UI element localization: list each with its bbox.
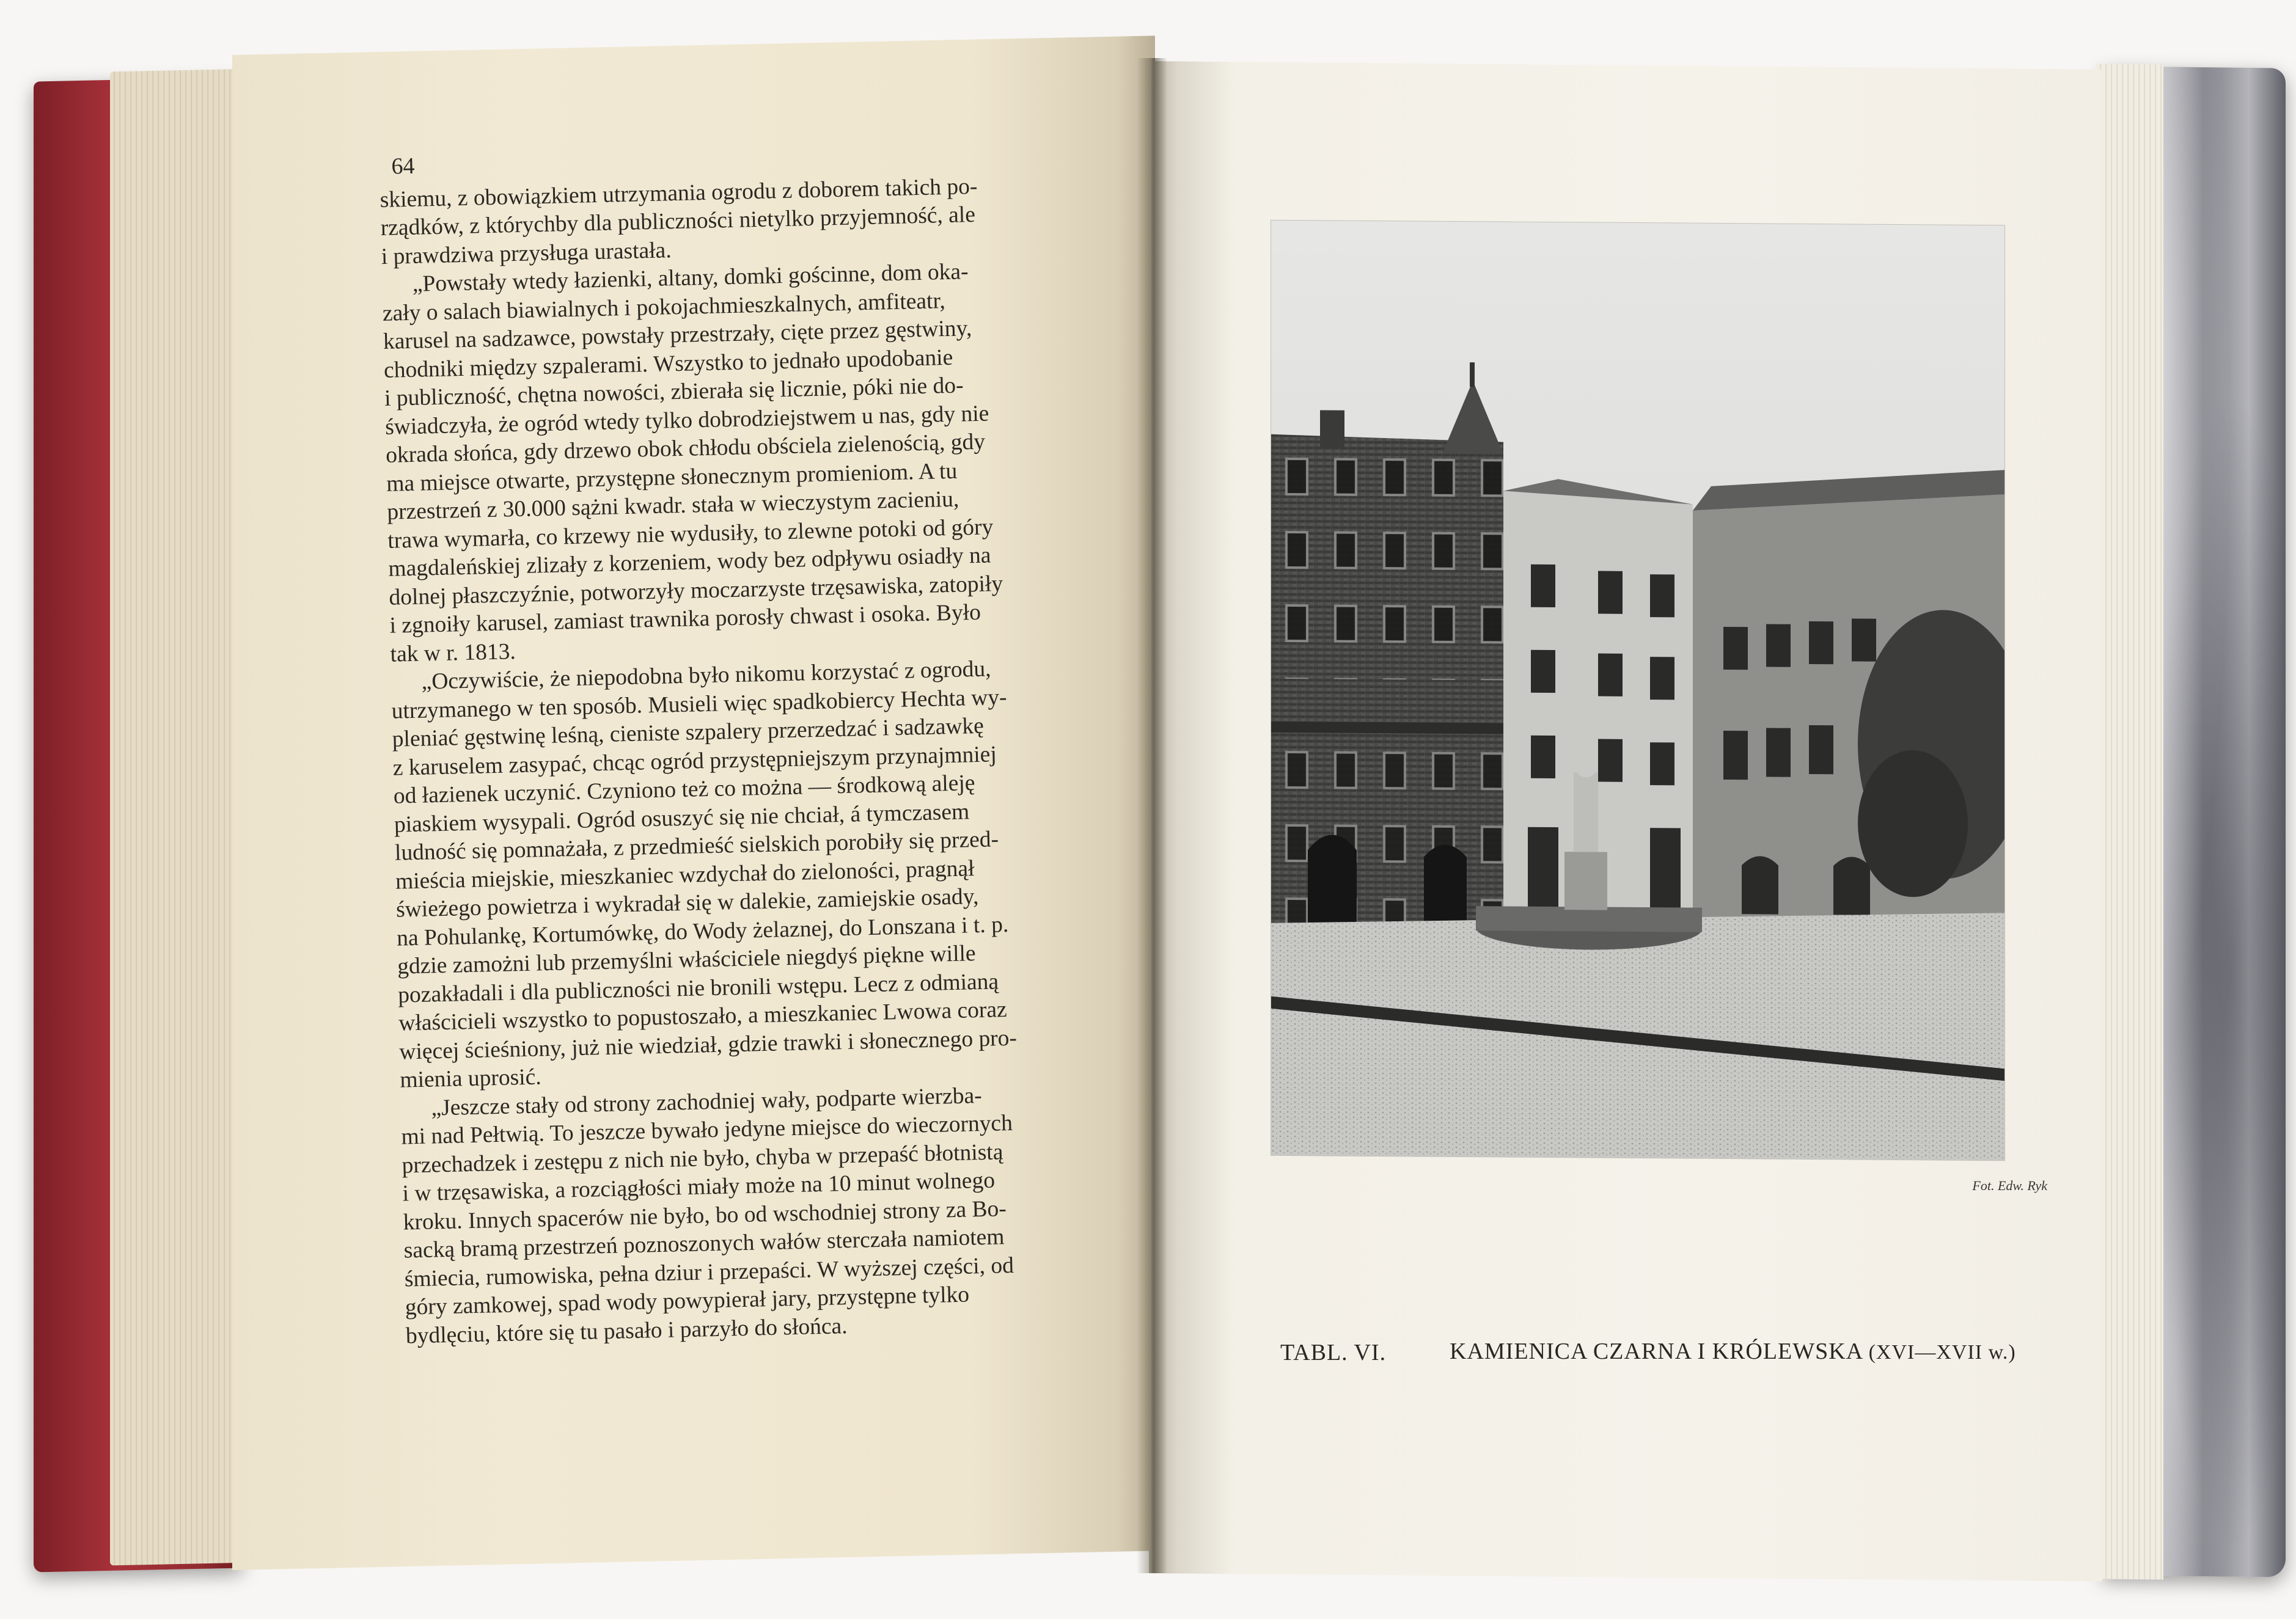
caption-main: KAMIENICA CZARNA I KRÓLEWSKA [1450,1339,1863,1364]
caption-dates: (XVI—XVII w.) [1868,1341,2016,1364]
plate-caption [1450,1338,2016,1365]
text-line: i prawdziwa przysługa urastała. [381,237,672,269]
text-line: mi nad Pełtwią. To jeszcze bywało jedyne miejsce do wieczornych [401,1110,1013,1150]
page-stack-left [110,69,251,1566]
text-line: mienia uprosić. [399,1064,542,1093]
street-photo-image [1271,221,2004,1160]
text-line: sacką bramą przestrzeń poznoszonych wałów sterczała namiotem [403,1224,1005,1263]
text-line: okrada słońca, gdy drzewo obok chłodu obściela zielenością, gdy [385,429,986,468]
text-line: i publiczność, chętna nowości, zbierała się licznie, póki nie do- [384,373,964,411]
text-line: świadczyła, że ogród wtedy tylko dobrodziejstwem u nas, gdy nie [384,400,989,440]
plate-label: TABL. VI. [1280,1340,1387,1365]
text-line: gdzie zamożni lub przemyślni właściciele niegdyś piękne wille [397,941,977,979]
text-line: góry zamkowej, spad wody powypierał jary, przystępne tylko [405,1282,970,1320]
text-line: przestrzeń z 30.000 sążni kwadr. stała w wieczystym zacieniu, [386,486,959,525]
photo-credit: Fot. Edw. Ryk [1972,1178,2047,1193]
text-line: pozakładali i dla publiczności nie bronili wstępu. Lecz z odmianą [397,968,999,1008]
plate-photo [1271,221,2004,1160]
text-line: więcej ścieśniony, już nie wiedział, gdzie trawki i słonecznego pro- [398,1025,1018,1065]
text-line: skiemu, z obowiązkiem utrzymania ogrodu z doborem takich po- [380,174,978,213]
text-line: na Pohulankę, Kortumówkę, do Wody żelaznej, do Lonszana i t. p. [396,912,1009,951]
text-line: piaskiem wysypali. Ogród osuszyć się nie chciał, á tymczasem [394,799,970,838]
text-line: „Jeszcze stały od strony zachodniej wały, podparte wierzba- [431,1083,983,1120]
text-line: rządków, z którychby dla publiczności nietylko przyjemność, ale [380,202,976,241]
paragraph [380,170,1078,271]
text-line: świeżego powietrza i wykradał się w dalekie, zamiejskie osady, [395,884,979,923]
paragraph [400,1079,1102,1350]
text-line: karusel na sadzawce, powstały przestrzały, cięte przez gęstwiny, [383,316,972,354]
text-line: tak w r. 1813. [390,638,516,667]
text-line: „Powstały wtedy łazienki, altany, domki gościnne, dom oka- [412,259,969,297]
text-line: od łazienek uczynić. Czyniono też co można — środkową aleję [393,770,975,809]
paragraph [391,653,1097,1095]
text-line: śmiecia, rumowiska, pełna dziur i przepaści. W wyższej części, od [404,1252,1014,1292]
text-line: utrzymanego w ten sposób. Musieli więc spadkobiercy Hechta wy- [391,684,1007,724]
text-line: mieścia miejskie, mieszkaniec wzdychał do zieloności, pragnął [395,855,975,894]
paragraphs [380,170,1102,1351]
text-line: przechadzek i zestępu z nich nie było, chyba w przepaść błotnistą [402,1139,1003,1179]
page-stack-right [2096,64,2163,1579]
text-line: i zgnoiły karusel, zamiast trawnika porosły chwast i osoka. Było [389,599,981,638]
text-line: pleniać gęstwinę leśną, cieniste szpalery przerzedzać i sadzawkę [392,713,985,752]
text-line: zały o salach biawialnych i pokojachmieszkalnych, amfiteatr, [382,288,946,326]
text-line: „Oczywiście, że niepodobna było nikomu korzystać z ogrodu, [421,656,991,695]
text-line: kroku. Innych spacerów nie było, bo od wschodniej strony za Bo- [403,1196,1007,1235]
text-line: ma miejsce otwarte, przystępne słonecznym promieniom. A tu [386,458,958,497]
left-page-text [379,137,1102,1350]
text-line: magdaleńskiej zlizały z korzeniem, wody bez odpływu osiadły na [387,543,991,582]
paragraph [381,255,1087,669]
text-line: i w trzęsawiska, a rozciągłości miały może na 10 minut wolnego [402,1168,996,1207]
text-line: z karuselem zasypać, chcąc ogród przystępniejszym przynajmniej [392,741,997,781]
page-number: 64 [391,153,415,180]
book-gutter [1137,58,1167,1573]
text-line: trawa wymarła, co krzewy nie wydusiły, to zlewne potoki od góry [387,514,994,554]
text-line: bydlęciu, które się tu pasało i parzyło do słońca. [405,1313,848,1348]
text-line: właścicieli wszystko to popustoszało, a mieszkaniec Lwowa coraz [398,997,1008,1036]
text-line: chodniki między szpalerami. Wszystko to jednało upodobanie [383,345,953,383]
text-line: dolnej płaszczyźnie, potworzyły moczarzyste trzęsawiska, zatopiły [389,571,1003,610]
text-line: ludność się pomnażała, z przedmieść sielskich porobiły się przed- [394,827,999,866]
